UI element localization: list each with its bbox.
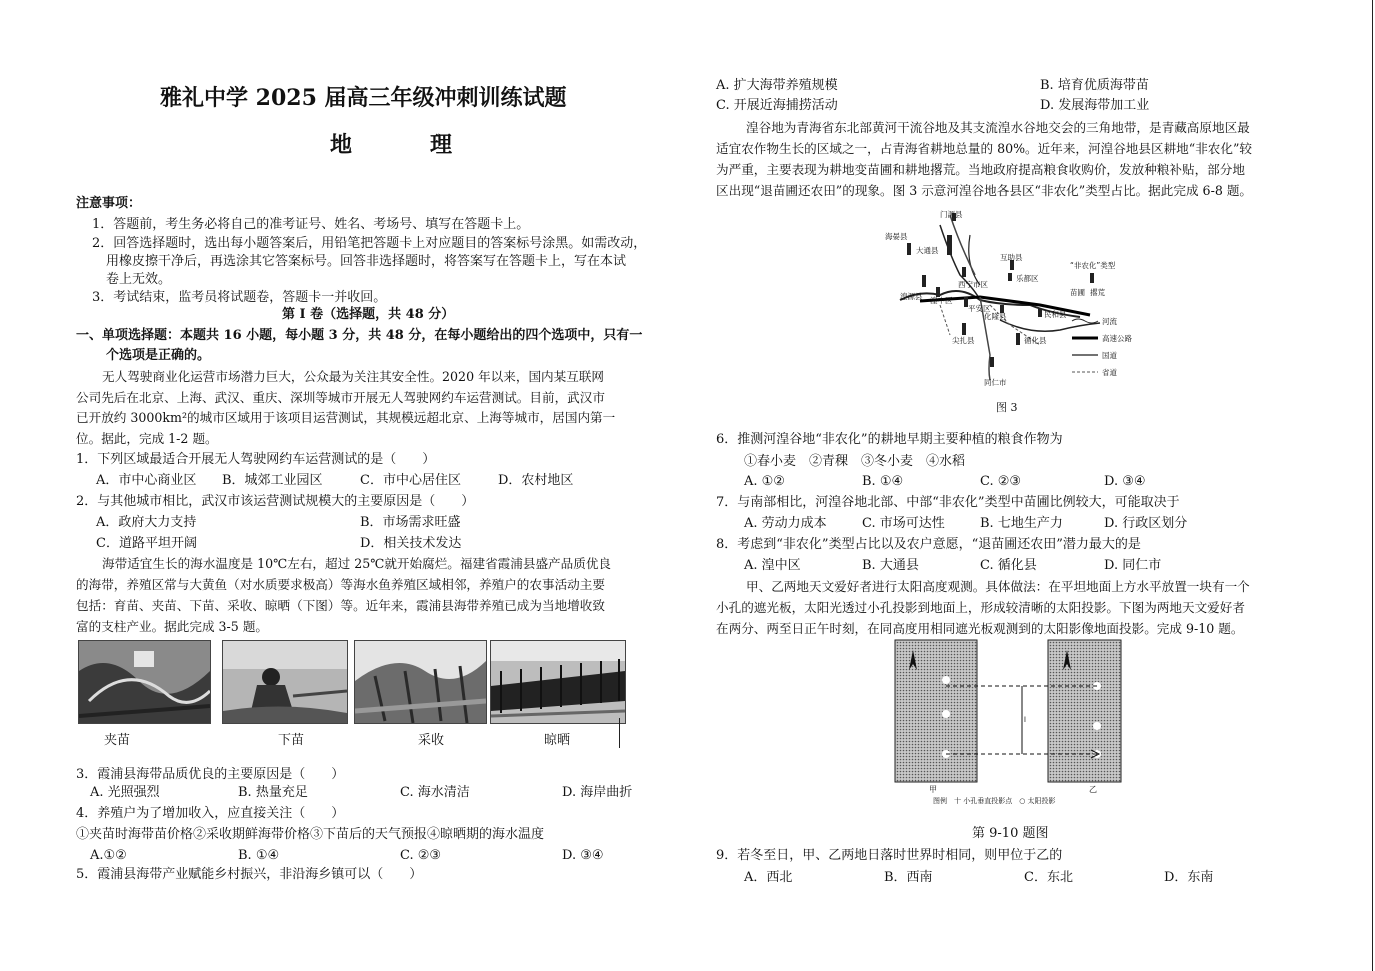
notice-item: 用橡皮擦干净后，再选涂其它答案标号。回答非选择题时，将答案写在答题卡上，写在本试	[106, 254, 627, 269]
q9-option-c: C．东北	[1024, 870, 1073, 885]
passage-line: 已开放约 3000km²的城市区域用于该项目运营测试，其规模远超北京、上海等城市，居国内第一	[76, 410, 616, 425]
q4-statements: ①夹苗时海带苗价格②采收期鲜海带价格③下苗后的天气预报④晾晒期的海水温度	[76, 827, 545, 842]
q7-option-d: D. 行政区划分	[1104, 516, 1188, 531]
sun-projection-figure	[893, 638, 1125, 808]
q9-option-d: D．东南	[1164, 870, 1214, 885]
section-instruction: 一、单项选择题：本题共 16 小题，每小题 3 分，共 48 分，在每小题给出的四个选项中，只有一	[76, 328, 643, 343]
passage-line: 区出现“退苗圃还农田”的现象。图 3 示意河湟谷地各县区“非农化”类型占比。据此完成 6-8 题。	[716, 183, 1253, 198]
photo-liangshai	[490, 640, 626, 724]
q8-option-c: C. 循化县	[980, 558, 1037, 573]
photo-caishou	[354, 640, 487, 724]
q2-option-b: B．市场需求旺盛	[360, 515, 461, 530]
q9-option-b: B．西南	[884, 870, 933, 885]
photo-caption: 夹苗	[104, 733, 131, 748]
q1-option-b: B．城郊工业园区	[222, 473, 323, 488]
passage-line: 为严重，主要表现为耕地变苗圃和耕地撂荒。当地政府提高粮食收购价，发放种粮补贴，部分地	[716, 162, 1245, 177]
map-label: 化隆县	[984, 312, 1007, 321]
photo-xiamiao	[222, 640, 348, 724]
q3-option-c: C. 海水清洁	[400, 785, 470, 800]
map-legend-title: “非农化”类型	[1070, 261, 1116, 270]
map-legend-bar: 撂荒	[1090, 288, 1105, 297]
notice-item: 1．答题前，考生务必将自己的准考证号、姓名、考场号、填写在答题卡上。	[92, 217, 530, 232]
q2-option-c: C．道路平坦开阔	[96, 536, 197, 551]
passage-line: 位。据此，完成 1-2 题。	[76, 431, 218, 446]
figure-label-yi: 乙	[1089, 785, 1097, 794]
q8-option-d: D. 同仁市	[1104, 558, 1162, 573]
passage-line: 海带适宜生长的海水温度是 10℃左右，超过 25℃就开始腐烂。福建省霞浦县盛产品质优良	[102, 556, 612, 571]
exam-subject: 地 理	[330, 132, 481, 158]
question-5-stem: 5．霞浦县海带产业赋能乡村振兴，非沿海乡镇可以（ ）	[76, 867, 423, 882]
q1-option-a: A．市中心商业区	[96, 473, 197, 488]
map-label: 循化县	[1024, 336, 1047, 345]
map-label: 西宁市区	[958, 280, 988, 289]
exam-title: 雅礼中学 2025 届高三年级冲刺训练试题	[160, 85, 567, 111]
passage-line: 甲、乙两地天文爱好者进行太阳高度观测。具体做法：在平坦地面上方水平放置一块有一个	[746, 579, 1250, 594]
map-label: 湟源县	[900, 292, 923, 301]
figure-caption: 第 9-10 题图	[972, 826, 1049, 841]
q4-option-b: B. ①④	[238, 848, 280, 863]
q6-option-a: A. ①②	[744, 474, 785, 489]
map-label: 大通县	[916, 246, 939, 255]
q4-option-d: D. ③④	[562, 848, 604, 863]
passage-line: 在两分、两至日正午时刻，在同高度用相同遮光板观测到的太阳影像地面投影。完成 9-10 题。	[716, 621, 1244, 636]
passage-line: 小孔的遮光板，太阳光透过小孔投影到地面上，形成较清晰的太阳投影。下图为两地天文爱好者	[716, 600, 1245, 615]
passage-line: 包括：育苗、夹苗、下苗、采收、晾晒（下图）等。近年来，霞浦县海带养殖已成为当地增收致	[76, 598, 605, 613]
question-7-stem: 7．与南部相比，河湟谷地北部、中部“非农化”类型中苗圃比例较大，可能取决于	[716, 495, 1180, 510]
q3-option-b: B. 热量充足	[238, 785, 308, 800]
q3-option-a: A. 光照强烈	[90, 785, 160, 800]
passage-line: 公司先后在北京、上海、武汉、重庆、深圳等城市开展无人驾驶网约车运营测试。目前，武汉市	[76, 390, 605, 405]
question-1-stem: 1．下列区域最适合开展无人驾驶网约车运营测试的是（ ）	[76, 452, 436, 467]
notice-item: 2．回答选择题时，选出每小题答案后，用铅笔把答题卡上对应题目的答案标号涂黑。如需改动，	[92, 236, 647, 251]
q6-option-c: C. ②③	[980, 474, 1022, 489]
notice-item: 卷上无效。	[106, 272, 172, 287]
q6-statements: ①春小麦 ②青稞 ③冬小麦 ④水稻	[744, 454, 966, 469]
section-instruction-cont: 个选项是正确的。	[106, 348, 211, 363]
q1-option-d: D．农村地区	[498, 473, 574, 488]
map-legend-bar: 苗圃	[1070, 288, 1085, 297]
passage-line: 的海带，养殖区常与大黄鱼（对水质要求极高）等海水鱼养殖区域相邻，养殖户的农事活动主要	[76, 577, 605, 592]
q6-option-d: D. ③④	[1104, 474, 1146, 489]
q7-option-a: A. 劳动力成本	[744, 516, 827, 531]
map-caption: 图 3	[996, 401, 1018, 414]
q3-option-d: D. 海岸曲折	[562, 785, 633, 800]
map-legend-item: 国道	[1102, 351, 1117, 360]
map-label: 同仁市	[984, 378, 1007, 387]
q9-option-a: A．西北	[744, 870, 793, 885]
map-label: 互助县	[1000, 253, 1023, 262]
photo-caption: 下苗	[278, 733, 305, 748]
q5-option-a: A. 扩大海带养殖规模	[716, 78, 838, 93]
map-legend-item: 河流	[1102, 317, 1117, 326]
photo-caption: 采收	[418, 733, 445, 748]
map-label: 平安区	[968, 304, 991, 313]
q8-option-b: B. 大通县	[862, 558, 919, 573]
q4-option-a: A.①②	[90, 848, 127, 863]
map-legend-item: 省道	[1102, 368, 1117, 377]
map-label: 乐都区	[1016, 274, 1039, 283]
q5-option-d: D. 发展海带加工业	[1040, 98, 1150, 113]
question-3-stem: 3．霞浦县海带品质优良的主要原因是（ ）	[76, 767, 345, 782]
q8-option-a: A. 湟中区	[744, 558, 801, 573]
q6-option-b: B. ①④	[862, 474, 904, 489]
question-9-stem: 9．若冬至日，甲、乙两地日落时世界时相同，则甲位于乙的	[716, 848, 1063, 863]
map-label: 民和县	[1044, 310, 1067, 319]
q7-option-c: C. 市场可达性	[862, 516, 945, 531]
map-label: 尖扎县	[952, 336, 975, 345]
notice-item: 3．考试结束，监考员将试题卷，答题卡一并收回。	[92, 290, 387, 305]
passage-line: 富的支柱产业。据此完成 3-5 题。	[76, 619, 269, 634]
figure-label-jia: 甲	[929, 785, 937, 794]
passage-line: 湟谷地为青海省东北部黄河干流谷地及其支流湟水谷地交会的三角地带，是青藏高原地区最	[746, 120, 1250, 135]
q5-option-b: B. 培育优质海带苗	[1040, 78, 1149, 93]
question-6-stem: 6．推测河湟谷地“非农化”的耕地早期主要种植的粮食作物为	[716, 432, 1063, 447]
page-edge	[1372, 0, 1373, 971]
question-2-stem: 2．与其他城市相比，武汉市该运营测试规模大的主要原因是（ ）	[76, 494, 475, 509]
svg-text:l: l	[1024, 716, 1026, 724]
q4-option-c: C. ②③	[400, 848, 442, 863]
question-8-stem: 8．考虑到“非农化”类型占比以及农户意愿，“退苗圃还农田”潜力最大的是	[716, 537, 1141, 552]
figure-legend: 图例 十 小孔垂直投影点 ○ 太阳投影	[933, 797, 1056, 805]
part1-heading: 第 I 卷（选择题，共 48 分）	[282, 307, 455, 322]
q2-option-d: D．相关技术发达	[360, 536, 462, 551]
q7-option-b: B. 七地生产力	[980, 516, 1063, 531]
photo-jiamiao	[78, 640, 211, 724]
map-label: 海晏县	[885, 232, 908, 241]
photo-divider	[619, 718, 620, 748]
notice-heading: 注意事项：	[76, 196, 142, 211]
passage-line: 无人驾驶商业化运营市场潜力巨大，公众最为关注其安全性。2020 年以来，国内某互联网	[102, 369, 605, 384]
photo-caption: 晾晒	[544, 733, 571, 748]
question-4-stem: 4．养殖户为了增加收入，应直接关注（ ）	[76, 806, 345, 821]
q5-option-c: C. 开展近海捕捞活动	[716, 98, 838, 113]
passage-line: 适宜农作物生长的区域之一，占青海省耕地总量的 80%。近年来，河湟谷地县区耕地“非农化”较	[716, 141, 1253, 156]
q2-option-a: A．政府大力支持	[96, 515, 197, 530]
q1-option-c: C．市中心居住区	[360, 473, 461, 488]
map-label: 门源县	[940, 210, 963, 219]
map-legend-item: 高速公路	[1102, 334, 1132, 343]
hehuang-map	[880, 205, 1140, 395]
map-label: 湟中区	[930, 296, 953, 305]
